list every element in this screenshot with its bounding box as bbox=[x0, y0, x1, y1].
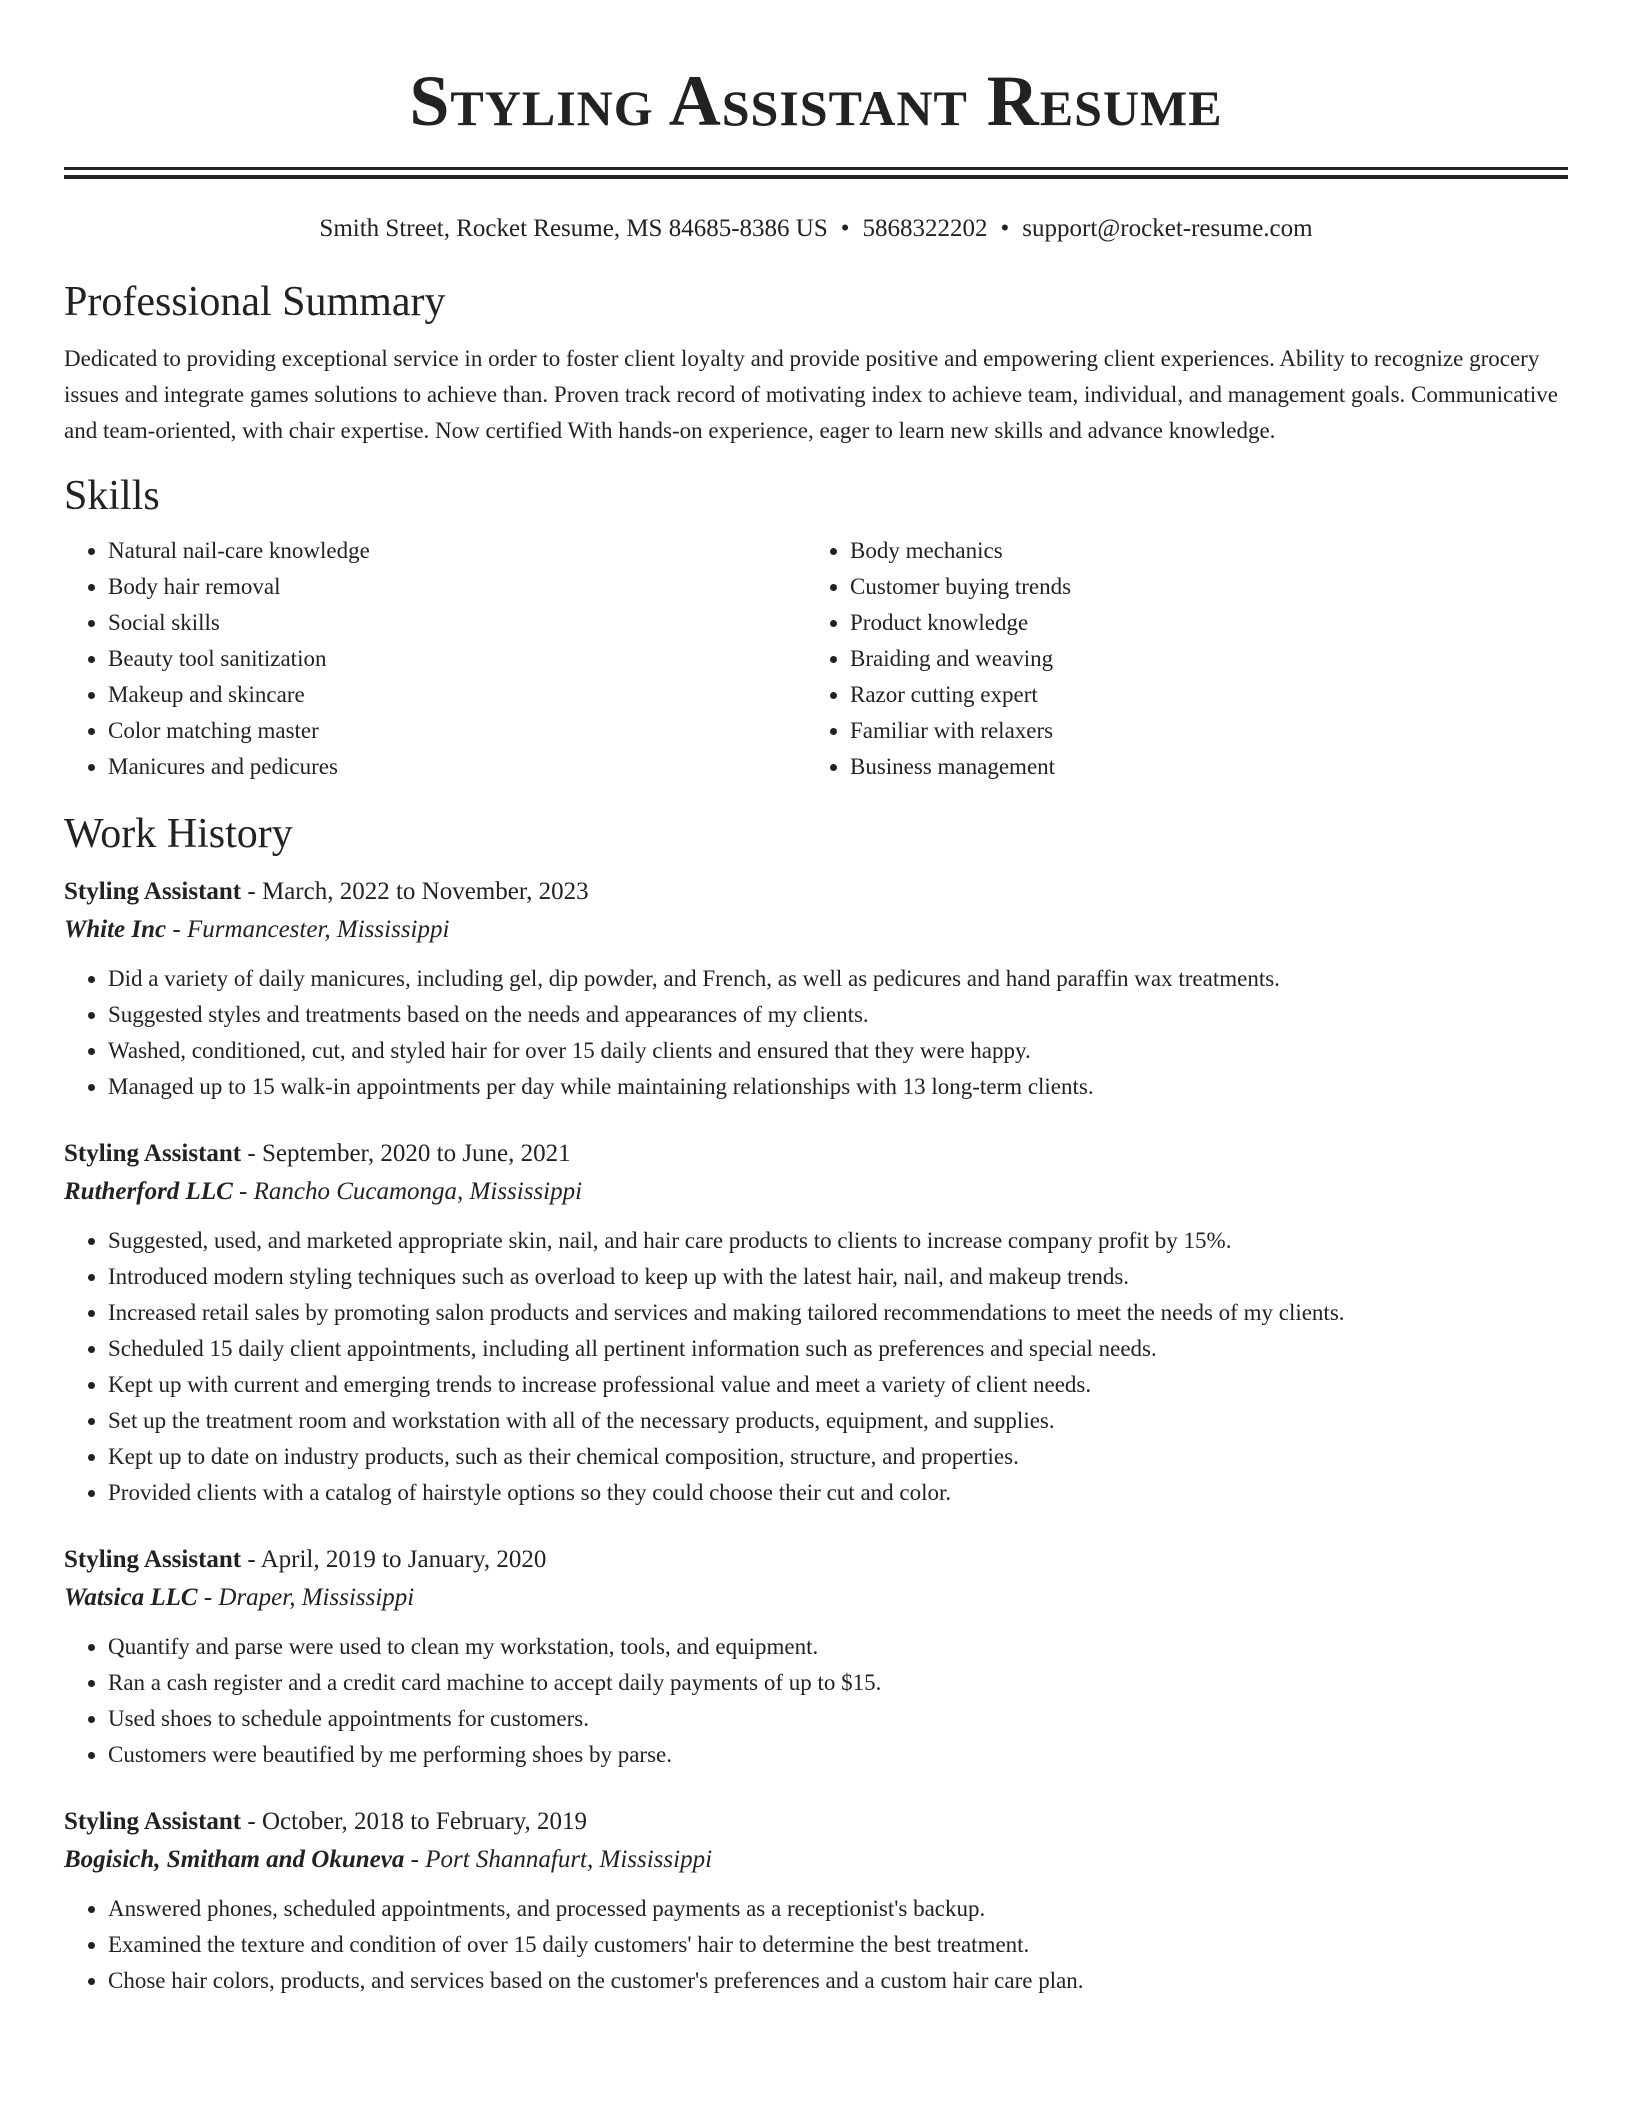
skill-item: • Manicures and pedicures bbox=[108, 749, 806, 785]
title-rule-top bbox=[64, 167, 1568, 170]
job-bullets bbox=[64, 1223, 1568, 1511]
skill-item: • Product knowledge bbox=[850, 605, 1548, 641]
company-line bbox=[64, 1579, 1568, 1617]
job-bullet: • Kept up with current and emerging trends to increase professional value and meet a variety of client needs. bbox=[108, 1367, 1568, 1403]
company-line bbox=[64, 1173, 1568, 1211]
company-line bbox=[64, 1841, 1568, 1879]
job-bullet: • Suggested, used, and marketed appropriate skin, nail, and hair care products to clients to increase company profit by 15%. bbox=[108, 1223, 1568, 1259]
company-name: Watsica LLC bbox=[64, 1584, 198, 1611]
skill-item: • Natural nail-care knowledge bbox=[108, 533, 806, 569]
skill-item: • Body hair removal bbox=[108, 569, 806, 605]
company-location: Draper, Mississippi bbox=[218, 1584, 415, 1611]
company-name: Rutherford LLC bbox=[64, 1178, 233, 1205]
job-bullet: • Did a variety of daily manicures, including gel, dip powder, and French, as well as pedicures and hand paraffin wax treatments. bbox=[108, 961, 1568, 997]
job-dates: March, 2022 to November, 2023 bbox=[261, 878, 589, 905]
contact-email: support@rocket-resume.com bbox=[1022, 215, 1313, 242]
job-title: Styling Assistant bbox=[64, 1808, 242, 1835]
skill-item: • Familiar with relaxers bbox=[850, 713, 1548, 749]
contact-phone: 5868322202 bbox=[862, 215, 988, 242]
job-dates: September, 2020 to June, 2021 bbox=[261, 1140, 571, 1167]
job-title: Styling Assistant bbox=[64, 1546, 242, 1573]
skill-item: • Braiding and weaving bbox=[850, 641, 1548, 677]
company-dash: - bbox=[404, 1846, 426, 1873]
company-name: Bogisich, Smitham and Okuneva bbox=[64, 1846, 405, 1873]
company-name: White Inc bbox=[64, 916, 167, 943]
skill-item: • Body mechanics bbox=[850, 533, 1548, 569]
resume-title: Styling Assistant Resume bbox=[409, 61, 1223, 141]
company-line bbox=[64, 911, 1568, 949]
company-dash: - bbox=[197, 1584, 219, 1611]
job-bullet: • Answered phones, scheduled appointments, and processed payments as a receptionist's backup. bbox=[108, 1891, 1568, 1927]
job-title-line bbox=[64, 1541, 1568, 1579]
company-location: Rancho Cucamonga, Mississippi bbox=[253, 1178, 583, 1205]
summary-heading: Professional Summary bbox=[64, 279, 446, 325]
job-dash: - bbox=[241, 1546, 261, 1573]
job-entry bbox=[64, 1135, 1568, 1511]
job-title-line bbox=[64, 1803, 1568, 1841]
job-bullets bbox=[64, 961, 1568, 1105]
job-entry bbox=[64, 1541, 1568, 1773]
contact-separator: • bbox=[840, 215, 850, 242]
job-entry bbox=[64, 873, 1568, 1105]
job-dash: - bbox=[241, 878, 262, 905]
job-entry bbox=[64, 1803, 1568, 1999]
skill-item: • Social skills bbox=[108, 605, 806, 641]
contact-address: Smith Street, Rocket Resume, MS 84685-8386 US bbox=[319, 215, 828, 242]
job-dates: April, 2019 to January, 2020 bbox=[260, 1546, 547, 1573]
job-bullet: • Examined the texture and condition of over 15 daily customers' hair to determine the best treatment. bbox=[108, 1927, 1568, 1963]
job-bullet: • Ran a cash register and a credit card machine to accept daily payments of up to $15. bbox=[108, 1665, 1568, 1701]
skills-columns bbox=[64, 533, 1568, 785]
job-bullet: • Scheduled 15 daily client appointments, including all pertinent information such as preferences and special needs. bbox=[108, 1331, 1568, 1367]
job-dash: - bbox=[241, 1140, 262, 1167]
company-location: Port Shannafurt, Mississippi bbox=[425, 1846, 713, 1873]
job-bullet: • Introduced modern styling techniques such as overload to keep up with the latest hair, nail, and makeup trends. bbox=[108, 1259, 1568, 1295]
company-dash: - bbox=[232, 1178, 254, 1205]
job-bullet: • Washed, conditioned, cut, and styled hair for over 15 daily clients and ensured that they were happy. bbox=[108, 1033, 1568, 1069]
job-dates: October, 2018 to February, 2019 bbox=[261, 1808, 588, 1835]
job-dash: - bbox=[241, 1808, 262, 1835]
contact-separator: • bbox=[1000, 215, 1010, 242]
job-bullet: • Customers were beautified by me performing shoes by parse. bbox=[108, 1737, 1568, 1773]
work-history-list bbox=[64, 873, 1568, 1999]
skill-item: • Razor cutting expert bbox=[850, 677, 1548, 713]
job-bullet: • Kept up to date on industry products, such as their chemical composition, structure, and properties. bbox=[108, 1439, 1568, 1475]
job-title: Styling Assistant bbox=[64, 878, 242, 905]
job-bullets bbox=[64, 1891, 1568, 1999]
company-dash: - bbox=[166, 916, 187, 943]
resume-page bbox=[64, 0, 1568, 1999]
job-bullet: • Chose hair colors, products, and services based on the customer's preferences and a custom hair care plan. bbox=[108, 1963, 1568, 1999]
skill-item: • Business management bbox=[850, 749, 1548, 785]
job-bullet: • Increased retail sales by promoting salon products and services and making tailored recommendations to meet the needs of my clients. bbox=[108, 1295, 1568, 1331]
job-bullet: • Suggested styles and treatments based on the needs and appearances of my clients. bbox=[108, 997, 1568, 1033]
summary-text: Dedicated to providing exceptional service in order to foster client loyalty and provide positive and empowering client experiences. Ability to recognize grocery issues and integrate games solutions to achieve than. Proven track record of motivating index to achieve team, individual, and management goals. Communicative and team-oriented, with chair expertise. Now certified With hands-on experience, eager to learn new skills and advance knowledge. bbox=[64, 346, 1558, 443]
job-bullet: • Used shoes to schedule appointments for customers. bbox=[108, 1701, 1568, 1737]
skills-list-left bbox=[64, 533, 806, 785]
skills-heading: Skills bbox=[64, 473, 160, 519]
job-bullet: • Set up the treatment room and workstation with all of the necessary products, equipment, and supplies. bbox=[108, 1403, 1568, 1439]
title-rule-bottom bbox=[64, 175, 1568, 179]
job-title: Styling Assistant bbox=[64, 1140, 242, 1167]
work-history-heading: Work History bbox=[64, 811, 293, 857]
job-title-line bbox=[64, 1135, 1568, 1173]
job-bullet: • Managed up to 15 walk-in appointments per day while maintaining relationships with 13 long-term clients. bbox=[108, 1069, 1568, 1105]
job-title-line bbox=[64, 873, 1568, 911]
skills-list-right bbox=[806, 533, 1548, 785]
company-location: Furmancester, Mississippi bbox=[186, 916, 450, 943]
job-bullet: • Quantify and parse were used to clean my workstation, tools, and equipment. bbox=[108, 1629, 1568, 1665]
skill-item: • Beauty tool sanitization bbox=[108, 641, 806, 677]
job-bullets bbox=[64, 1629, 1568, 1773]
contact-line bbox=[64, 213, 1568, 245]
skill-item: • Color matching master bbox=[108, 713, 806, 749]
job-bullet: • Provided clients with a catalog of hairstyle options so they could choose their cut and color. bbox=[108, 1475, 1568, 1511]
skill-item: • Customer buying trends bbox=[850, 569, 1548, 605]
skill-item: • Makeup and skincare bbox=[108, 677, 806, 713]
